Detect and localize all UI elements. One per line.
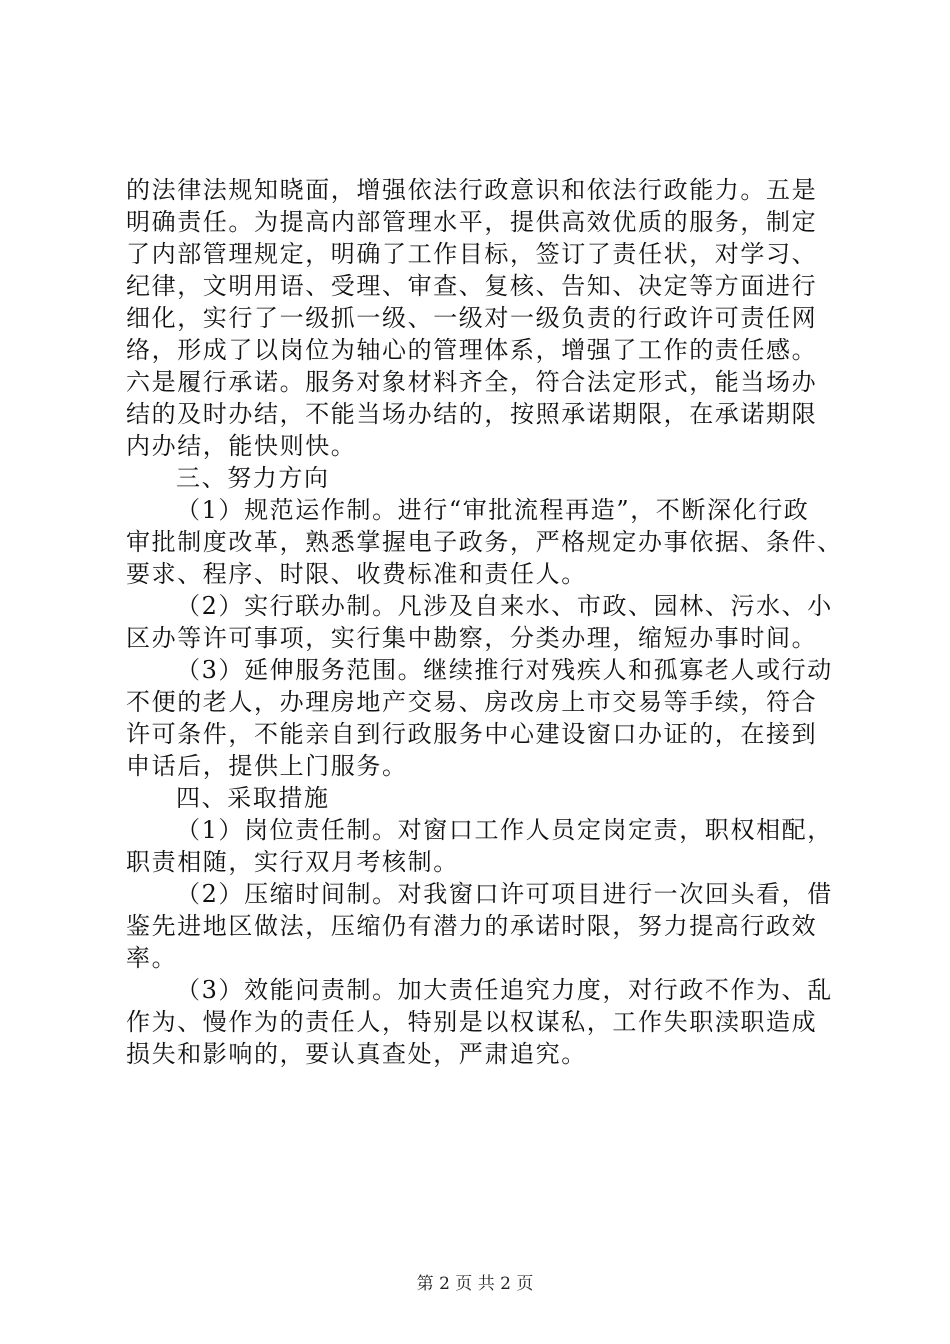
text-line: 细化，实行了一级抓一级、一级对一级负责的行政许可责任网 xyxy=(126,304,818,332)
text-line: 明确责任。为提高内部管理水平，提供高效优质的服务，制定 xyxy=(126,208,818,236)
text-line: 六是履行承诺。服务对象材料齐全，符合法定形式，能当场办 xyxy=(126,368,818,396)
text-line: 结的及时办结，不能当场办结的，按照承诺期限，在承诺期限 xyxy=(126,400,818,428)
text-line: 审批制度改革，熟悉掌握电子政务，严格规定办事依据、条件、 xyxy=(126,528,843,556)
page-footer: 第 2 页 共 2 页 xyxy=(416,1274,534,1294)
text-line: 许可条件，不能亲自到行政服务中心建设窗口办证的，在接到 xyxy=(126,720,818,748)
text-line: 的法律法规知晓面，增强依法行政意识和依法行政能力。五是 xyxy=(126,176,818,204)
text-line: 了内部管理规定，明确了工作目标，签订了责任状，对学习、 xyxy=(126,240,818,268)
text-line: 率。 xyxy=(126,944,178,972)
text-line: （1）岗位责任制。对窗口工作人员定岗定责，职权相配， xyxy=(176,816,833,844)
document-body xyxy=(126,174,846,1070)
text-line: 四、采取措施 xyxy=(176,784,330,812)
text-line: （2）实行联办制。凡涉及自来水、市政、园林、污水、小 xyxy=(176,592,833,620)
text-line: 三、努力方向 xyxy=(176,464,330,492)
text-line: 内办结，能快则快。 xyxy=(126,432,357,460)
text-line: 职责相随，实行双月考核制。 xyxy=(126,848,459,876)
text-line: 申话后，提供上门服务。 xyxy=(126,752,408,780)
text-line: （3）效能问责制。加大责任追究力度，对行政不作为、乱 xyxy=(176,976,833,1004)
text-line: （2）压缩时间制。对我窗口许可项目进行一次回头看，借 xyxy=(176,880,833,908)
text-line: 区办等许可事项，实行集中勘察，分类办理，缩短办事时间。 xyxy=(126,624,818,652)
text-line: 要求、程序、时限、收费标准和责任人。 xyxy=(126,560,587,588)
text-line: 络，形成了以岗位为轴心的管理体系，增强了工作的责任感。 xyxy=(126,336,818,364)
text-line: 作为、慢作为的责任人，特别是以权谋私，工作失职渎职造成 xyxy=(126,1008,818,1036)
text-line: 纪律，文明用语、受理、审查、复核、告知、决定等方面进行 xyxy=(126,272,818,300)
text-line: 损失和影响的，要认真查处，严肃追究。 xyxy=(126,1040,587,1068)
text-line: 不便的老人，办理房地产交易、房改房上市交易等手续，符合 xyxy=(126,688,818,716)
text-line: （1）规范运作制。进行“审批流程再造”，不断深化行政 xyxy=(176,496,810,524)
text-line: （3）延伸服务范围。继续推行对残疾人和孤寡老人或行动 xyxy=(176,656,833,684)
text-line: 鉴先进地区做法，压缩仍有潜力的承诺时限，努力提高行政效 xyxy=(126,912,818,940)
